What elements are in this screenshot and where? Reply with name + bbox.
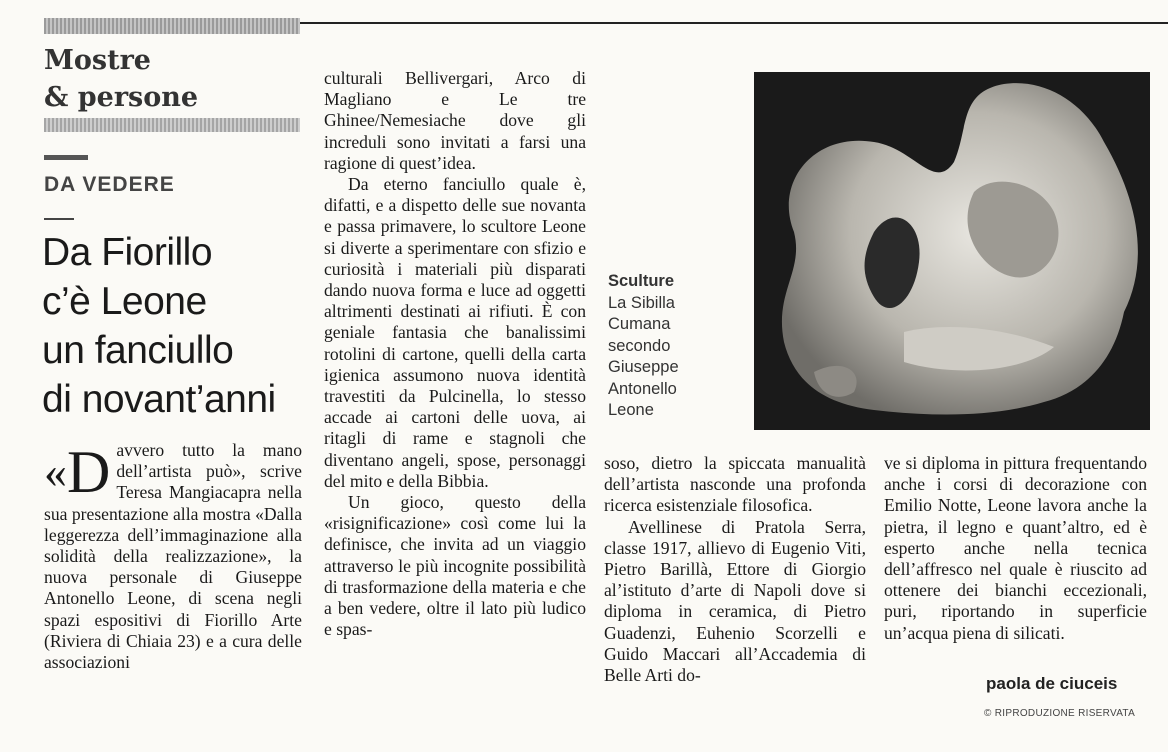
rubric-line-1: Mostre	[44, 45, 151, 76]
kicker: DA VEDERE	[44, 173, 175, 196]
body-text: avvero tutto la mano dell’artista può», scrive Teresa Mangiacapra nella sua presentazione alla mostra «Dalla leggerezza dell’immaginazione alla solidità della realizzazione», la nuova personale di Giuseppe Antonello Leone, di scena negli spazi espositivi di Fiorillo Arte (Riviera di Chiaia 23) e a cura delle associazioni	[44, 440, 302, 673]
sculpture-photo	[754, 72, 1150, 430]
headline-line: un fanciullo	[42, 329, 234, 372]
article-column-3	[604, 453, 866, 686]
rubric-title	[44, 42, 304, 116]
paragraph: soso, dietro la spiccata manualità dell’artista nasconde una profonda ricerca esistenziale filosofica.	[604, 453, 866, 516]
author-byline: paola de ciuceis	[986, 674, 1118, 693]
rubric-line-2: & persone	[44, 82, 199, 113]
caption-line: Giuseppe	[608, 358, 679, 376]
caption-line: Cumana	[608, 315, 671, 333]
article-column-2	[324, 68, 586, 640]
headline	[42, 228, 312, 424]
sculpture-image	[754, 72, 1150, 430]
caption-line: Antonello	[608, 379, 677, 398]
copyright-notice: © RIPRODUZIONE RISERVATA	[984, 708, 1136, 719]
caption-line: La Sibilla	[608, 293, 675, 312]
headline-rule	[44, 218, 74, 220]
header-rule	[300, 22, 1168, 24]
paragraph: Da eterno fanciullo quale è, difatti, e a dispetto delle sue novanta e passa primavere, lo scultore Leone si diverte a sperimentare con sfizio e curiosità i materiali più disparati dando nuova forma e luce ad oggetti altrimenti destinati ai rifiuti. È con geniale fantasia che banalissimi rotolini di cartone, quelli della carta igienica assumono nuova identità travestiti da Pulcinella, lo stesso accade ai cartoni delle uova, ai ritagli di rame e stagnoli che diventano angeli, spose, personaggi del mito e della Bibbia.	[324, 174, 586, 491]
caption-title: Sculture	[608, 272, 675, 290]
paragraph: Un gioco, questo della «risignificazione» così come lui la definisce, che invita ad un viaggio attraverso le più incognite possibilità di trasformazione della materia e che a ben vedere, oltre il lato più ludico e spas-	[324, 492, 586, 640]
caption-line: secondo	[608, 336, 671, 355]
kicker-rule	[44, 155, 88, 160]
headline-line: Da Fiorillo	[42, 231, 213, 274]
paragraph: Avellinese di Pratola Serra, classe 1917, allievo di Eugenio Viti, Pietro Barillà, Ettore di Giorgio al’istituto d’arte di Napoli dove si diploma in ceramica, di Pietro Guadenzi, Euhenio Scorzelli e Guido Maccari all’Accademia di Belle Arti do-	[604, 516, 866, 686]
photo-caption	[608, 271, 748, 422]
drop-cap: «D	[44, 439, 111, 505]
headline-line: di novant’anni	[42, 378, 276, 421]
rubric-bar-bottom	[44, 118, 300, 132]
paragraph: culturali Bellivergari, Arco di Magliano e Le tre Ghinee/Nemesiache dove gli increduli sono invitati a farsi una ragione di quest’idea.	[324, 68, 586, 173]
article-column-1	[44, 440, 302, 673]
headline-line: c’è Leone	[42, 280, 207, 323]
rubric-bar-top	[44, 18, 300, 34]
article-column-4	[884, 453, 1147, 644]
paragraph: ve si diploma in pittura frequentando anche i corsi di decorazione con Emilio Notte, Leone lavora anche la pietra, il legno e quant’altro, ed è esperto anche nella tecnica dell’affresco nel quale è riuscito ad ottenere dei bianchi eccezionali, puri, riportando in superficie un’acqua piena di silicati.	[884, 453, 1147, 643]
caption-line: Leone	[608, 401, 654, 419]
